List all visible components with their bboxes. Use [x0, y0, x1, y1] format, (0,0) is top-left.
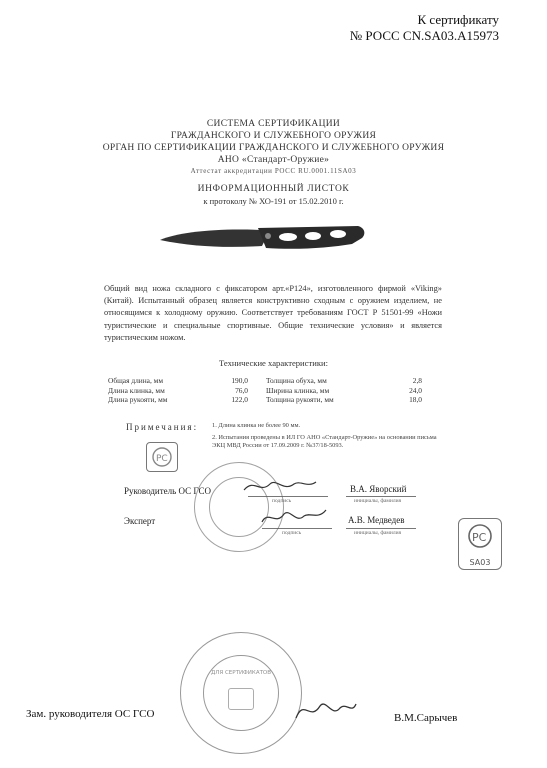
spec-value: 122,0: [231, 395, 248, 405]
ano-seal-inner-ring: [203, 655, 279, 731]
spec-label: Длина клинка, мм: [108, 385, 165, 395]
doc-title: ИНФОРМАЦИОННЫЙ ЛИСТОК: [197, 184, 350, 194]
footer-signature: [290, 694, 360, 724]
spec-row: [266, 386, 422, 396]
header-ano: АНО «Стандарт-Оружие»: [217, 155, 330, 165]
specs-left: [108, 376, 248, 405]
spec-row: [266, 376, 422, 386]
spec-label: Общая длина, мм: [108, 376, 164, 385]
seal-center-text: ДЛЯ СЕРТИФИКАТОВ: [210, 670, 272, 676]
reference-line-2: № РОСС CN.SA03.A15973: [349, 28, 499, 43]
svg-text:РС: РС: [156, 454, 168, 464]
spec-value: 190,0: [231, 376, 248, 385]
spec-row: [108, 395, 248, 405]
spec-label: Толщина рукояти, мм: [266, 395, 334, 405]
spec-value: 24,0: [409, 385, 422, 395]
head-name: В.А. Яворский: [350, 484, 407, 494]
expert-name: А.В. Медведев: [348, 515, 405, 525]
head-label: Руководитель ОС ГСО: [124, 486, 211, 496]
spec-row: [266, 395, 422, 405]
doc-subtitle: к протоколу № ХО-191 от 15.02.2010 г.: [203, 196, 344, 206]
footer-name: В.М.Сарычев: [394, 712, 458, 724]
handle-cutout-3: [330, 230, 346, 238]
note-1: 1. Длина клинка не более 90 мм.: [212, 422, 301, 429]
spec-label: Длина рукояти, мм: [108, 395, 168, 405]
notes-list: [212, 422, 438, 451]
spec-value: 2,8: [412, 376, 422, 385]
spec-row: [108, 386, 248, 396]
organ-seal-stamp-icon: [194, 462, 284, 552]
header-organ: ОРГАН ПО СЕРТИФИКАЦИИ ГРАЖДАНСКОГО И СЛУЖЕБНОГО ОРУЖИЯ: [102, 143, 445, 153]
footer-label: Зам. руководителя ОС ГСО: [26, 708, 155, 720]
mark-code: SA03: [469, 558, 491, 567]
expert-sign-caption: подпись: [282, 530, 302, 536]
spec-value: 18,0: [409, 395, 422, 405]
header-accreditation: Аттестат аккредитации РОСС RU.0001.11SA03: [190, 167, 357, 175]
seal-rc-mark-icon: [228, 688, 254, 710]
header-system: СИСТЕМА СЕРТИФИКАЦИИ: [206, 119, 341, 129]
specs-title: Технические характеристики:: [219, 358, 328, 368]
expert-label: Эксперт: [124, 516, 156, 526]
head-name-line: [346, 496, 416, 497]
product-description: Общий вид ножа складного с фиксатором арт.«P124», изготовленного фирмой «Viking» (Китай). Испытанный образец является конструктивно сходным с оружием изделием, не относящимся к холодному оружию. Соответствует требованиям ГОСТ Р 51501-99 «Ножи туристические и специальные спортивные. Общие технические условия» и является туристическим ножом.: [104, 284, 442, 342]
header-system-2: ГРАЖДАНСКОГО И СЛУЖЕБНОГО ОРУЖИЯ: [170, 131, 377, 141]
handle-cutout-1: [279, 233, 297, 241]
organ-seal-inner-ring: [209, 477, 269, 537]
svg-text:РС: РС: [472, 531, 487, 544]
expert-name-line: [346, 528, 416, 529]
note-2: 2. Испытания проведены в ИЛ ГО АНО «Стандарт-Оружие» на основании письма ЭКЦ МВД России от 17.09.2009 г. №37/18-5093.: [212, 433, 437, 450]
knife-image: [158, 218, 368, 260]
handle-cutout-2: [305, 232, 321, 240]
reference-line-1: К сертификату: [417, 12, 499, 27]
ano-round-seal-icon: [180, 632, 302, 754]
certification-mark-small-icon: [146, 442, 178, 472]
knife-blade: [160, 229, 268, 246]
specs-right: [266, 376, 422, 405]
certification-mark-sa03-icon: [458, 518, 502, 570]
certificate-reference: [350, 12, 499, 44]
head-sign-caption: подпись: [272, 498, 292, 504]
spec-label: Ширина клинка, мм: [266, 385, 330, 395]
knife-pivot: [265, 233, 271, 239]
notes-label: Примечания:: [126, 422, 199, 432]
expert-name-caption: инициалы, фамилия: [354, 530, 402, 536]
head-name-caption: инициалы, фамилия: [354, 498, 402, 504]
spec-row: [108, 376, 248, 386]
spec-label: Толщина обуха, мм: [266, 376, 327, 385]
spec-value: 76,0: [235, 385, 248, 395]
